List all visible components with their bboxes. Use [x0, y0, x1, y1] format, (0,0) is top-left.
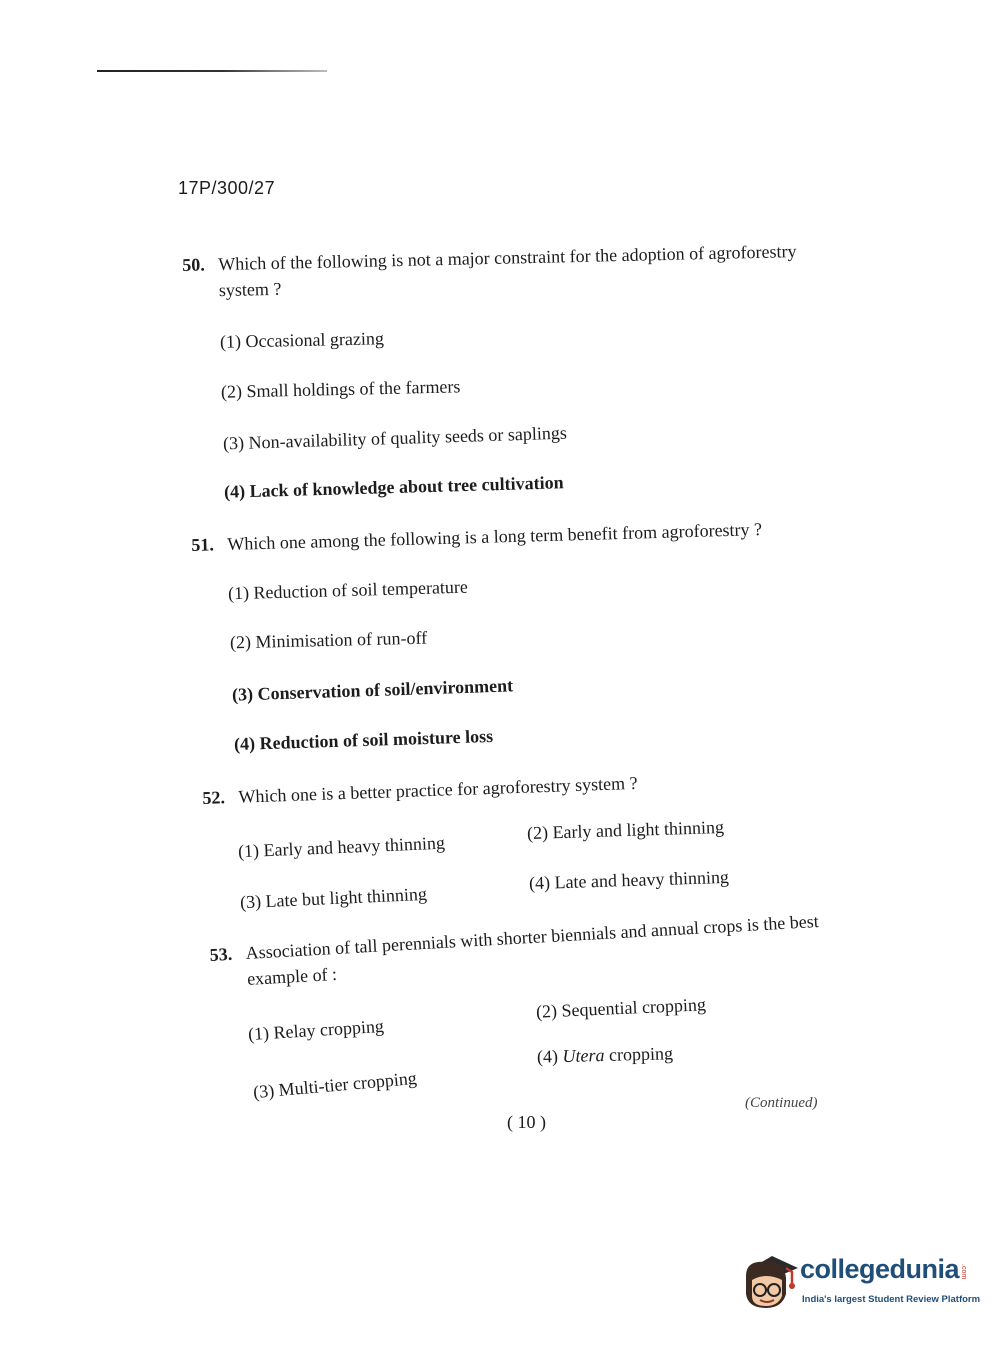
option: (4) Late and heavy thinning: [528, 866, 730, 894]
paper-code: 17P/300/27: [178, 178, 276, 198]
option-prefix: (4): [536, 1046, 563, 1067]
option: (3) Conservation of soil/environment: [231, 675, 514, 705]
option-suffix: cropping: [604, 1043, 674, 1066]
brand-tagline: India's largest Student Review Platform: [802, 1294, 981, 1305]
option: (2) Small holdings of the farmers: [220, 376, 461, 402]
continued-note: (Continued): [745, 1095, 818, 1111]
question-text: Which one is a better practice for agroforestry system ?: [238, 772, 638, 807]
option: [537, 1043, 673, 1068]
page-number: ( 10 ): [507, 1112, 546, 1132]
question-number: 50.: [182, 254, 206, 275]
option: (4) Lack of knowledge about tree cultivation: [223, 472, 564, 502]
option: (3) Multi-tier cropping: [252, 1067, 418, 1103]
mascot-icon: [742, 1250, 800, 1312]
brand-suffix: .com: [960, 1264, 967, 1280]
question-number: 52.: [202, 787, 226, 808]
option: (1) Reduction of soil temperature: [227, 576, 469, 604]
option: (1) Occasional grazing: [219, 328, 385, 352]
question-number: 51.: [191, 534, 215, 555]
option: (4) Reduction of soil moisture loss: [233, 725, 494, 755]
question-number: 53.: [209, 943, 233, 965]
collegedunia-logo: [742, 1250, 981, 1320]
question-text: Which one among the following is a long term benefit from agroforestry ?: [227, 519, 763, 554]
option: (2) Minimisation of run-off: [229, 627, 428, 653]
brand-name: collegedunia: [800, 1254, 960, 1284]
option-emphasis: Utera: [562, 1045, 605, 1067]
option: (1) Relay cropping: [247, 1015, 385, 1045]
option: (3) Non-availability of quality seeds or saplings: [222, 422, 568, 454]
option: (2) Sequential cropping: [535, 994, 707, 1022]
top-rule: [97, 70, 327, 72]
option: (3) Late but light thinning: [239, 883, 428, 913]
question-text: Which of the following is not a major constraint for the adoption of agroforestry system ?: [218, 241, 797, 301]
question-text: Association of tall perennials with shorter biennials and annual crops is the best example of :: [245, 910, 820, 989]
option: (1) Early and heavy thinning: [237, 832, 446, 862]
option: (2) Early and light thinning: [526, 816, 725, 844]
